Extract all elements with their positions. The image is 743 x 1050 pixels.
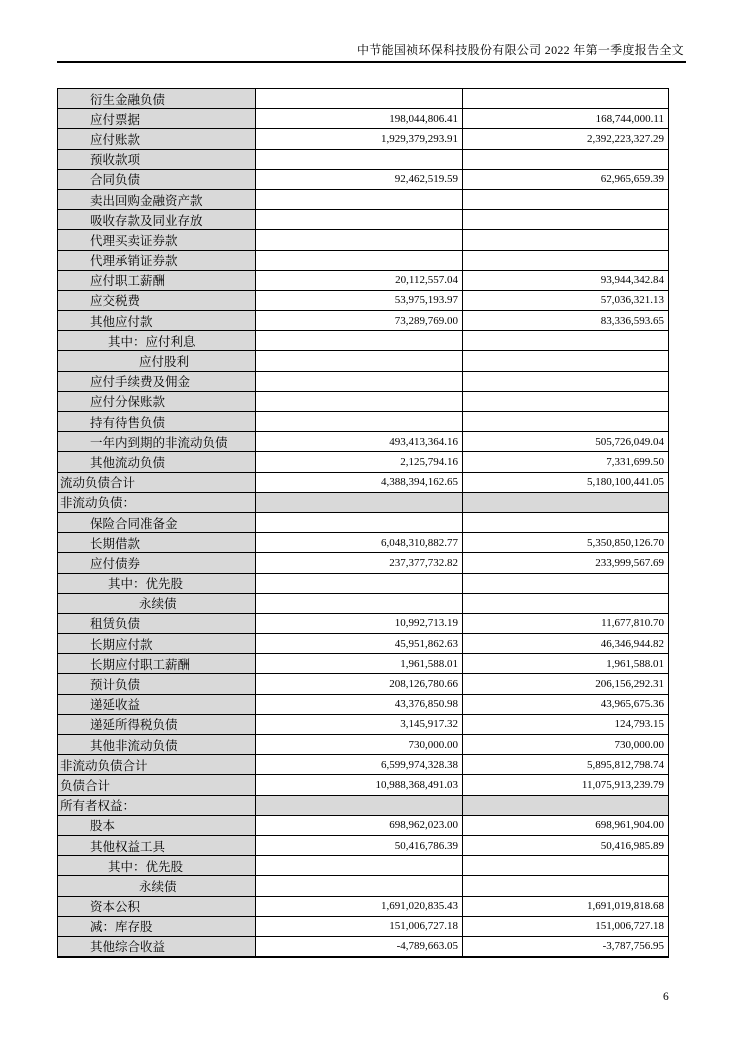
value-prior-period — [463, 210, 669, 230]
value-prior-period: 1,691,019,818.68 — [463, 896, 669, 916]
table-row — [58, 835, 669, 855]
value-current-period — [256, 593, 463, 613]
page-number: 6 — [663, 991, 669, 1003]
value-prior-period: 698,961,904.00 — [463, 815, 669, 835]
value-current-period: 4,388,394,162.65 — [256, 472, 463, 492]
value-prior-period: 233,999,567.69 — [463, 553, 669, 573]
value-prior-period: 43,965,675.36 — [463, 694, 669, 714]
line-item-label: 应付分保账款 — [58, 391, 256, 411]
table-row — [58, 311, 669, 331]
value-current-period: 10,992,713.19 — [256, 613, 463, 633]
line-item-label: 其他综合收益 — [58, 936, 256, 956]
table-row — [58, 391, 669, 411]
table-row — [58, 129, 669, 149]
value-prior-period: 50,416,985.89 — [463, 835, 669, 855]
line-item-label: 永续债 — [58, 593, 256, 613]
value-prior-period — [463, 492, 669, 512]
value-current-period: 73,289,769.00 — [256, 311, 463, 331]
table-row — [58, 371, 669, 391]
balance-sheet-table — [57, 88, 669, 958]
table-row — [58, 230, 669, 250]
line-item-label: 其中：应付利息 — [58, 331, 256, 351]
table-row — [58, 613, 669, 633]
line-item-label: 非流动负债合计 — [58, 755, 256, 775]
line-item-label: 永续债 — [58, 876, 256, 896]
line-item-label: 应付债券 — [58, 553, 256, 573]
value-prior-period — [463, 876, 669, 896]
value-prior-period — [463, 331, 669, 351]
table-row — [58, 189, 669, 209]
value-prior-period — [463, 412, 669, 432]
table-row — [58, 452, 669, 472]
value-current-period — [256, 149, 463, 169]
table-row — [58, 553, 669, 573]
line-item-label: 其他权益工具 — [58, 835, 256, 855]
value-current-period — [256, 351, 463, 371]
line-item-label: 应交税费 — [58, 290, 256, 310]
value-current-period — [256, 876, 463, 896]
value-current-period: 237,377,732.82 — [256, 553, 463, 573]
line-item-label: 长期应付职工薪酬 — [58, 654, 256, 674]
line-item-label: 非流动负债： — [58, 492, 256, 512]
value-current-period — [256, 512, 463, 532]
value-prior-period — [463, 795, 669, 815]
value-current-period — [256, 573, 463, 593]
line-item-label: 递延所得税负债 — [58, 714, 256, 734]
line-item-label: 应付手续费及佣金 — [58, 371, 256, 391]
value-prior-period: 505,726,049.04 — [463, 432, 669, 452]
value-current-period — [256, 230, 463, 250]
table-row — [58, 149, 669, 169]
line-item-label: 股本 — [58, 815, 256, 835]
value-prior-period: 151,006,727.18 — [463, 916, 669, 936]
table-row — [58, 735, 669, 755]
value-prior-period: 83,336,593.65 — [463, 311, 669, 331]
section-header-row — [58, 795, 669, 815]
value-prior-period: 5,180,100,441.05 — [463, 472, 669, 492]
table-row — [58, 634, 669, 654]
value-current-period: 198,044,806.41 — [256, 109, 463, 129]
value-current-period — [256, 412, 463, 432]
value-current-period: 730,000.00 — [256, 735, 463, 755]
table-row — [58, 109, 669, 129]
value-prior-period: 206,156,292.31 — [463, 674, 669, 694]
value-current-period — [256, 250, 463, 270]
value-current-period: 2,125,794.16 — [256, 452, 463, 472]
line-item-label: 递延收益 — [58, 694, 256, 714]
value-current-period: 20,112,557.04 — [256, 270, 463, 290]
value-prior-period — [463, 391, 669, 411]
table-row — [58, 674, 669, 694]
table-row — [58, 533, 669, 553]
line-item-label: 应付股利 — [58, 351, 256, 371]
value-current-period: 6,048,310,882.77 — [256, 533, 463, 553]
line-item-label: 资本公积 — [58, 896, 256, 916]
line-item-label: 所有者权益： — [58, 795, 256, 815]
table-row — [58, 896, 669, 916]
value-prior-period: 57,036,321.13 — [463, 290, 669, 310]
table-row — [58, 573, 669, 593]
table-row — [58, 916, 669, 936]
line-item-label: 一年内到期的非流动负债 — [58, 432, 256, 452]
line-item-label: 减：库存股 — [58, 916, 256, 936]
table-row — [58, 876, 669, 896]
value-current-period — [256, 391, 463, 411]
line-item-label: 其他非流动负债 — [58, 735, 256, 755]
table-row — [58, 593, 669, 613]
report-header-title: 中节能国祯环保科技股份有限公司 2022 年第一季度报告全文 — [356, 43, 684, 57]
line-item-label: 流动负债合计 — [58, 472, 256, 492]
table-row — [58, 775, 669, 795]
value-current-period — [256, 210, 463, 230]
line-item-label: 代理承销证券款 — [58, 250, 256, 270]
value-current-period: 151,006,727.18 — [256, 916, 463, 936]
table-row — [58, 936, 669, 956]
line-item-label: 其中：优先股 — [58, 856, 256, 876]
line-item-label: 其他流动负债 — [58, 452, 256, 472]
line-item-label: 代理买卖证券款 — [58, 230, 256, 250]
value-prior-period: 730,000.00 — [463, 735, 669, 755]
table-row — [58, 472, 669, 492]
value-prior-period: 2,392,223,327.29 — [463, 129, 669, 149]
line-item-label: 应付票据 — [58, 109, 256, 129]
value-prior-period: 11,075,913,239.79 — [463, 775, 669, 795]
table-row — [58, 694, 669, 714]
value-current-period: 45,951,862.63 — [256, 634, 463, 654]
value-current-period: 10,988,368,491.03 — [256, 775, 463, 795]
table-row — [58, 89, 669, 109]
header-divider-rule — [57, 61, 686, 63]
value-prior-period: -3,787,756.95 — [463, 936, 669, 956]
value-prior-period — [463, 149, 669, 169]
table-row — [58, 210, 669, 230]
line-item-label: 租赁负债 — [58, 613, 256, 633]
table-row — [58, 250, 669, 270]
value-current-period — [256, 856, 463, 876]
table-row — [58, 432, 669, 452]
value-prior-period — [463, 371, 669, 391]
value-prior-period — [463, 351, 669, 371]
value-prior-period: 7,331,699.50 — [463, 452, 669, 472]
table-row — [58, 290, 669, 310]
table-row — [58, 714, 669, 734]
line-item-label: 衍生金融负债 — [58, 89, 256, 109]
value-prior-period: 46,346,944.82 — [463, 634, 669, 654]
value-current-period — [256, 795, 463, 815]
value-current-period: 50,416,786.39 — [256, 835, 463, 855]
line-item-label: 其中：优先股 — [58, 573, 256, 593]
section-header-row — [58, 492, 669, 512]
table-row — [58, 351, 669, 371]
value-prior-period: 5,895,812,798.74 — [463, 755, 669, 775]
table-row — [58, 815, 669, 835]
value-prior-period — [463, 89, 669, 109]
value-prior-period — [463, 593, 669, 613]
value-current-period: -4,789,663.05 — [256, 936, 463, 956]
value-prior-period — [463, 189, 669, 209]
line-item-label: 长期借款 — [58, 533, 256, 553]
value-prior-period: 11,677,810.70 — [463, 613, 669, 633]
value-prior-period — [463, 512, 669, 532]
table-row — [58, 856, 669, 876]
table-row — [58, 169, 669, 189]
value-current-period: 53,975,193.97 — [256, 290, 463, 310]
value-current-period: 1,961,588.01 — [256, 654, 463, 674]
value-prior-period — [463, 856, 669, 876]
value-prior-period — [463, 230, 669, 250]
line-item-label: 保险合同准备金 — [58, 512, 256, 532]
value-current-period: 6,599,974,328.38 — [256, 755, 463, 775]
table-row — [58, 654, 669, 674]
value-current-period — [256, 371, 463, 391]
line-item-label: 长期应付款 — [58, 634, 256, 654]
value-prior-period: 5,350,850,126.70 — [463, 533, 669, 553]
table-row — [58, 270, 669, 290]
line-item-label: 应付职工薪酬 — [58, 270, 256, 290]
table-row — [58, 331, 669, 351]
line-item-label: 其他应付款 — [58, 311, 256, 331]
value-current-period — [256, 331, 463, 351]
value-current-period: 92,462,519.59 — [256, 169, 463, 189]
line-item-label: 预计负债 — [58, 674, 256, 694]
table-row — [58, 512, 669, 532]
line-item-label: 预收款项 — [58, 149, 256, 169]
value-prior-period: 1,961,588.01 — [463, 654, 669, 674]
value-current-period: 1,691,020,835.43 — [256, 896, 463, 916]
value-current-period: 1,929,379,293.91 — [256, 129, 463, 149]
value-current-period — [256, 89, 463, 109]
table-row — [58, 755, 669, 775]
value-current-period: 3,145,917.32 — [256, 714, 463, 734]
line-item-label: 负债合计 — [58, 775, 256, 795]
value-current-period: 698,962,023.00 — [256, 815, 463, 835]
value-current-period: 493,413,364.16 — [256, 432, 463, 452]
value-current-period — [256, 492, 463, 512]
line-item-label: 卖出回购金融资产款 — [58, 189, 256, 209]
value-current-period — [256, 189, 463, 209]
value-prior-period — [463, 573, 669, 593]
table-row — [58, 412, 669, 432]
value-prior-period: 168,744,000.11 — [463, 109, 669, 129]
line-item-label: 应付账款 — [58, 129, 256, 149]
value-prior-period — [463, 250, 669, 270]
line-item-label: 持有待售负债 — [58, 412, 256, 432]
value-prior-period: 124,793.15 — [463, 714, 669, 734]
value-prior-period: 93,944,342.84 — [463, 270, 669, 290]
value-current-period: 208,126,780.66 — [256, 674, 463, 694]
value-prior-period: 62,965,659.39 — [463, 169, 669, 189]
value-current-period: 43,376,850.98 — [256, 694, 463, 714]
line-item-label: 吸收存款及同业存放 — [58, 210, 256, 230]
line-item-label: 合同负债 — [58, 169, 256, 189]
